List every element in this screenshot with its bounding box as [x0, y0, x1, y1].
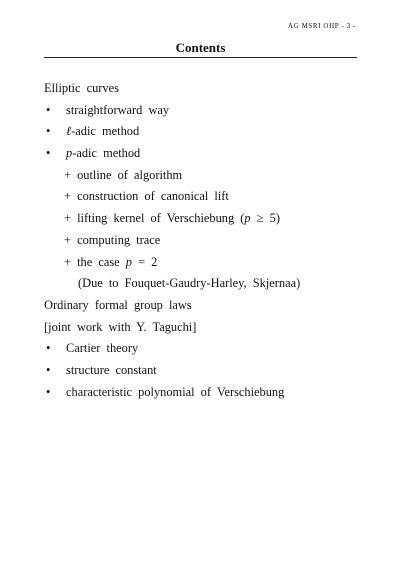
sub-item: + construction of canonical lift — [64, 189, 229, 204]
p-symbol: p — [125, 254, 132, 269]
list-item — [44, 143, 364, 165]
contents-list — [44, 78, 364, 403]
bullet-icon: • — [46, 102, 51, 117]
bullet-icon: • — [46, 146, 51, 161]
p-symbol: p — [244, 211, 251, 226]
sub-item: + lifting kernel of Verschiebung (p ≥ 5) — [64, 211, 280, 226]
heading-elliptic-curves: Elliptic curves — [44, 81, 119, 95]
bullet-icon: • — [46, 124, 51, 139]
attribution: (Due to Fouquet-Gaudry-Harley, Skjernaa) — [78, 276, 301, 291]
p-symbol: p — [66, 146, 73, 161]
title-rule — [44, 57, 357, 58]
item-text: structure constant — [66, 362, 157, 377]
heading-formal-groups: Ordinary formal group laws — [44, 297, 192, 312]
list-item — [44, 121, 364, 143]
sub-item: + outline of algorithm — [64, 167, 183, 182]
list-item — [44, 360, 364, 382]
item-text: -adic method — [72, 146, 141, 161]
sub-item: + computing trace — [64, 232, 161, 247]
page-title: Contents — [175, 40, 226, 55]
item-text: + the case — [64, 254, 120, 269]
item-text: + lifting kernel of Verschiebung — [64, 211, 235, 226]
list-item — [44, 338, 364, 360]
page-header: AG MSRI OHP - 3 - — [287, 22, 356, 30]
bullet-icon: • — [46, 362, 51, 377]
bullet-icon: • — [46, 384, 51, 399]
condition-text: = 2 — [131, 254, 158, 269]
list-item — [44, 100, 364, 122]
list-item — [44, 382, 364, 404]
item-text: Cartier theory — [66, 341, 139, 356]
item-text: straightforward way — [66, 102, 170, 117]
bullet-icon: • — [46, 341, 51, 356]
condition-text: ≥ 5 — [250, 211, 276, 226]
joint-work-note: [joint work with Y. Taguchi] — [44, 319, 197, 334]
ell-symbol: ℓ — [66, 124, 72, 139]
item-text: characteristic polynomial of Verschiebung — [66, 384, 285, 399]
item-text: -adic method — [71, 124, 140, 139]
sub-item — [44, 252, 364, 274]
